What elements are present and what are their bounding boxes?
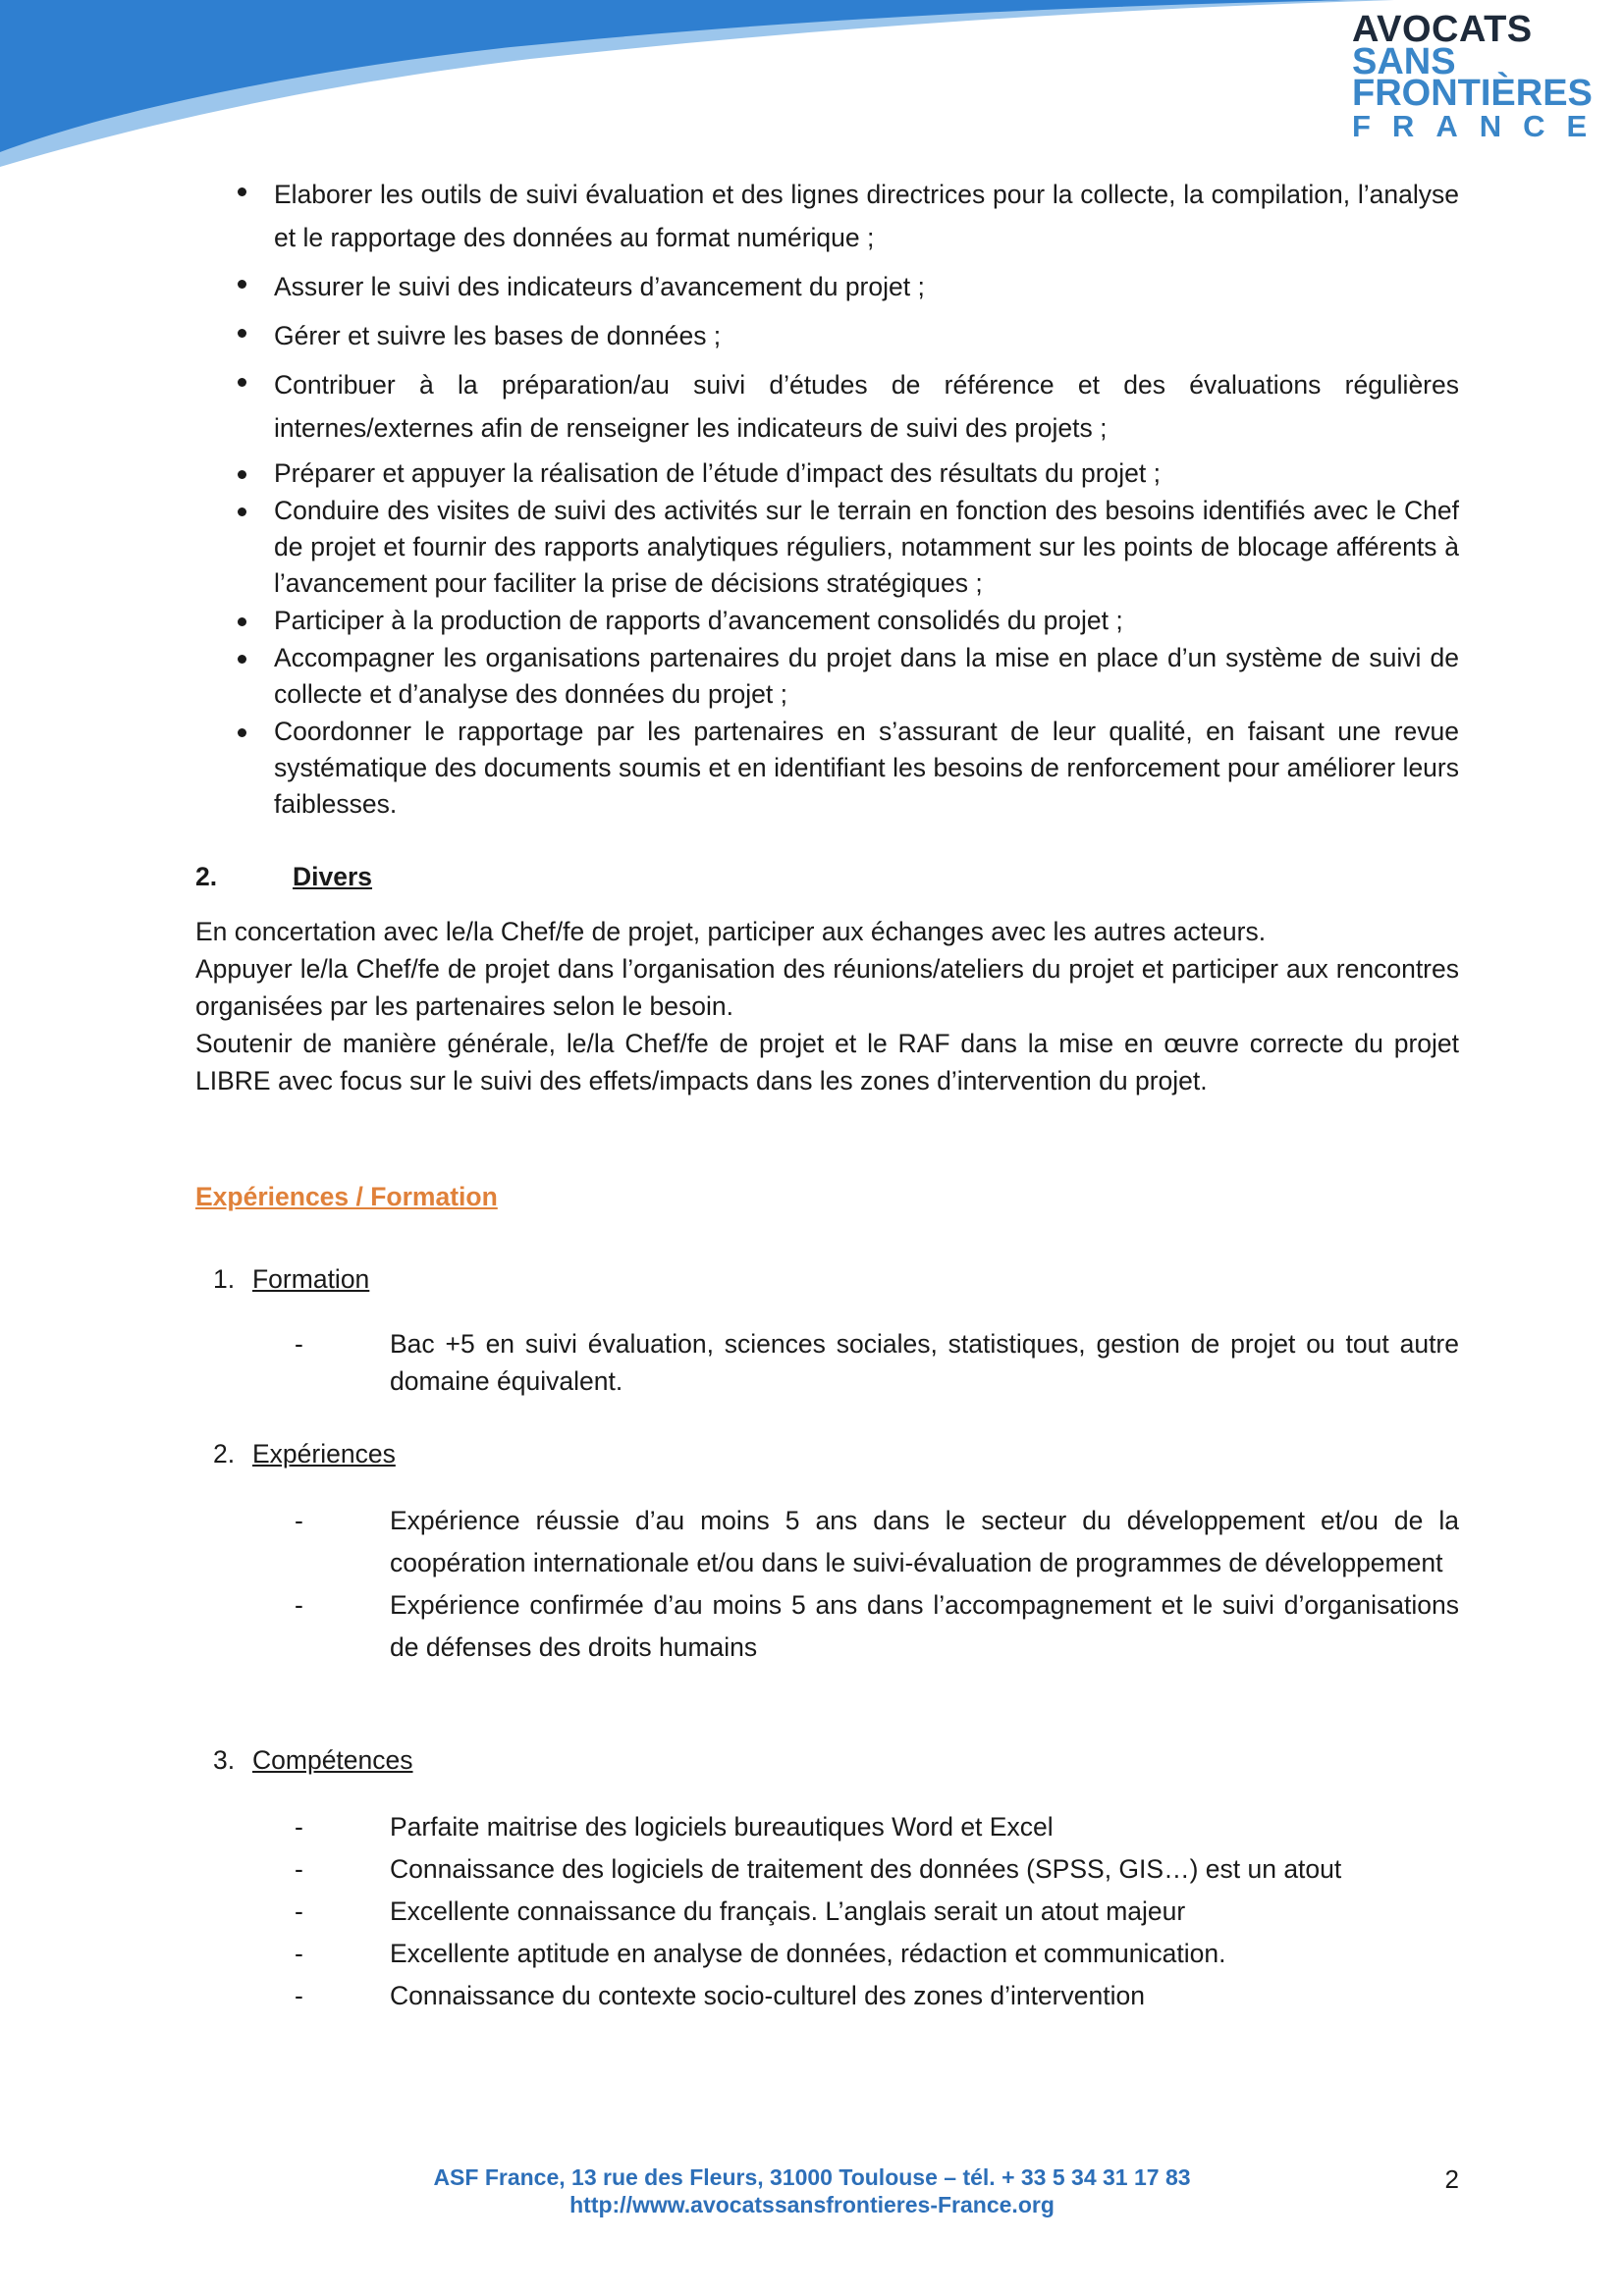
section-number: 3.: [213, 1745, 236, 1775]
section-number: 2.: [195, 862, 218, 891]
footer-address: ASF France, 13 rue des Fleurs, 31000 Toulouse – tél. + 33 5 34 31 17 83: [433, 2164, 1191, 2190]
formation-heading: [195, 1260, 1459, 1298]
section-divers-heading: [195, 858, 1459, 895]
list-item: Préparer et appuyer la réalisation de l’étude d’impact des résultats du projet ;: [195, 455, 1459, 492]
formation-list: [195, 1325, 1459, 1400]
logo-line-sans: SANS: [1352, 40, 1456, 82]
logo-line-frontieres: FRONTIÈRES: [1352, 73, 1593, 115]
footer-website-link[interactable]: http://www.avocatssansfrontieres-France.org: [569, 2192, 1055, 2217]
list-item: Accompagner les organisations partenaires du projet dans la mise en place d’un système de suivi de collecte et d’analyse des données du projet ;: [195, 640, 1459, 713]
paragraph: Soutenir de manière générale, le/la Chef/fe de projet et le RAF dans la mise en œuvre correcte du projet LIBRE avec focus sur le suivi des effets/impacts dans les zones d’intervention du projet.: [195, 1029, 1459, 1095]
list-item: - Excellente connaissance du français. L’anglais serait un atout majeur: [195, 1891, 1459, 1933]
list-item: Participer à la production de rapports d’avancement consolidés du projet ;: [195, 603, 1459, 639]
experiences-list: [195, 1500, 1459, 1669]
logo-line-avocats: AVOCATS: [1352, 9, 1533, 50]
list-item: Conduire des visites de suivi des activités sur le terrain en fonction des besoins identifiés avec le Chef de projet et fournir des rapports analytiques réguliers, notamment sur les points de blocage afférents à l’avancement pour faciliter la prise de décisions stratégiques ;: [195, 493, 1459, 602]
section-title: Divers: [293, 862, 373, 891]
competences-heading: [195, 1741, 1459, 1779]
section-title: Expériences: [252, 1439, 396, 1468]
competences-list: [195, 1806, 1459, 2017]
list-item: Gérer et suivre les bases de données ;: [195, 314, 1459, 357]
experiences-heading: [195, 1435, 1459, 1472]
list-item: - Connaissance du contexte socio-culturel des zones d’intervention: [195, 1975, 1459, 2017]
experiences-formation-heading: Expériences / Formation: [195, 1182, 498, 1211]
section-number: 1.: [213, 1264, 236, 1294]
list-item: - Connaissance des logiciels de traitement des données (SPSS, GIS…) est un atout: [195, 1848, 1459, 1891]
list-item: Coordonner le rapportage par les partenaires en s’assurant de leur qualité, en faisant une revue systématique des documents soumis et en identifiant les besoins de renforcement pour améliorer leurs faiblesses.: [195, 714, 1459, 823]
section-title: Compétences: [252, 1745, 413, 1775]
responsibilities-list: [195, 173, 1459, 823]
section-number: 2.: [213, 1439, 236, 1468]
page-footer: [0, 2163, 1624, 2218]
list-item: - Bac +5 en suivi évaluation, sciences sociales, statistiques, gestion de projet ou tout autre domaine équivalent.: [195, 1325, 1459, 1400]
list-item: - Expérience réussie d’au moins 5 ans dans le secteur du développement et/ou de la coopération internationale et/ou dans le suivi-évaluation de programmes de développement: [195, 1500, 1459, 1584]
list-item: Elaborer les outils de suivi évaluation et des lignes directrices pour la collecte, la compilation, l’analyse et le rapportage des données au format numérique ;: [195, 173, 1459, 259]
paragraph: Appuyer le/la Chef/fe de projet dans l’organisation des réunions/ateliers du projet et participer aux rencontres organisées par les partenaires selon le besoin.: [195, 954, 1459, 1021]
page-number: 2: [1444, 2164, 1459, 2194]
logo-line-france: FRANCE: [1352, 109, 1609, 144]
list-item: - Expérience confirmée d’au moins 5 ans dans l’accompagnement et le suivi d’organisations de défenses des droits humains: [195, 1584, 1459, 1669]
asf-logo: [1352, 9, 1609, 144]
list-item: Contribuer à la préparation/au suivi d’études de référence et des évaluations régulières internes/externes afin de renseigner les indicateurs de suivi des projets ;: [195, 363, 1459, 450]
paragraph: En concertation avec le/la Chef/fe de projet, participer aux échanges avec les autres acteurs.: [195, 917, 1267, 946]
document-body: [195, 173, 1459, 2017]
divers-paragraphs: [195, 913, 1459, 1099]
list-item: - Parfaite maitrise des logiciels bureautiques Word et Excel: [195, 1806, 1459, 1848]
list-item: - Excellente aptitude en analyse de données, rédaction et communication.: [195, 1933, 1459, 1975]
list-item: Assurer le suivi des indicateurs d’avancement du projet ;: [195, 265, 1459, 308]
section-title: Formation: [252, 1264, 370, 1294]
